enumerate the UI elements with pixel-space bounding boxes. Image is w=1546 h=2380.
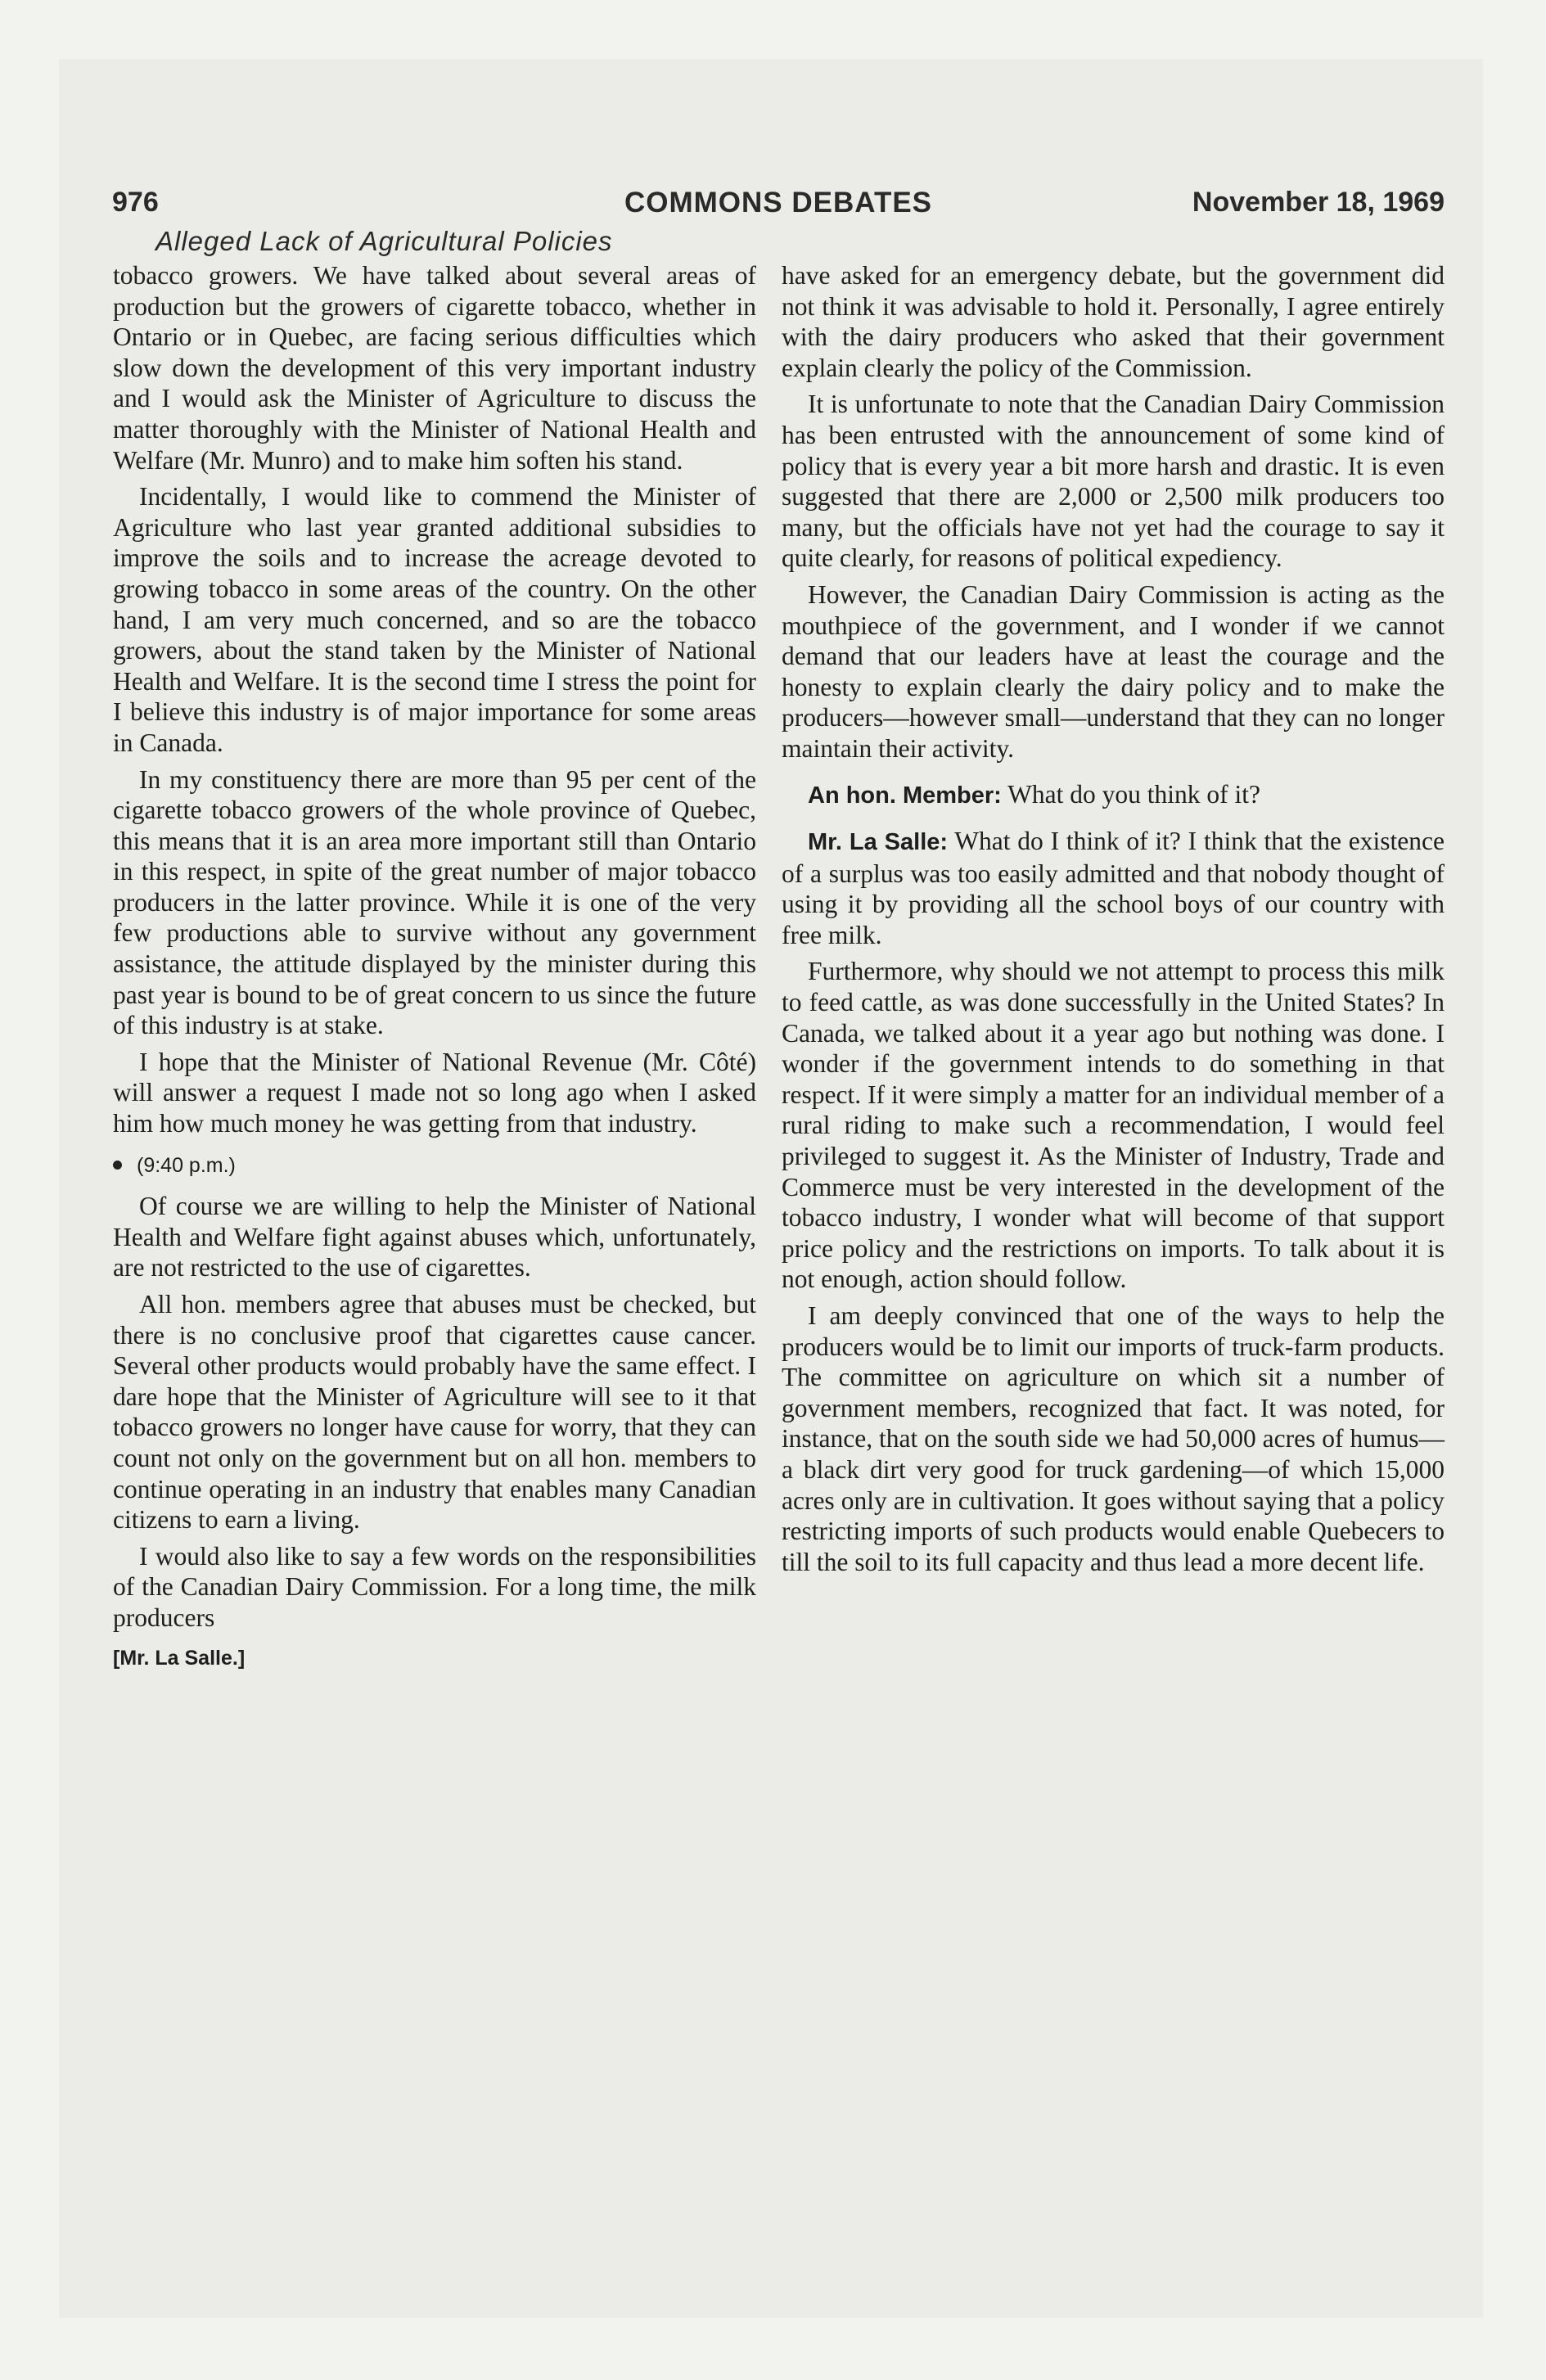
speaker-name: Mr. La Salle: [808,829,949,856]
paragraph: have asked for an emergency debate, but the government did not think it was advisable to hold it. Personally, I agree entirely with the dairy producers who asked that their government explain clearly the policy of the Commission. [782,261,1445,382]
paragraph: Furthermore, why should we not attempt to process this milk to feed cattle, as was done successfully in the United States? In Canada, we talked about it a year ago but nothing was done. I wonder if the government intends to do something in that respect. If it were simply a matter for an individual member of a rural riding to make such a recommendation, I would feel privileged to suggest it. As the Minister of Industry, Trade and Commerce must be very interested in the development of the tobacco industry, I wonder what will become of that support price policy and the restrictions on imports. To talk about it is not enough, action should follow. [782,957,1445,1294]
speech [782,826,1445,950]
page-date: November 18, 1969 [1192,187,1445,218]
speech-text: What do I think of it? I think that the existence of a surplus was too easily admitted and that nobody thought of using it by providing all the school boys of our country with free milk. [782,827,1445,949]
right-column [782,260,1445,1583]
paragraph: I am deeply convinced that one of the ways to help the producers would be to limit our imports of truck-farm products. The committee on agriculture on which sit a number of government members, recognized that fact. It was noted, for instance, that on the south side we had 50,000 acres of humus—a black dirt very good for truck gardening—of which 15,000 acres only are in cultivation. It goes without saying that a policy restricting imports of such products would enable Quebecers to till the soil to its full capacity and thus lead a more decent life. [782,1301,1445,1576]
left-column [113,260,756,1674]
publication-title: COMMONS DEBATES [624,187,933,219]
paragraph: tobacco growers. We have talked about several areas of production but the growers of cigarette tobacco, whether in Ontario or in Quebec, are facing serious difficulties which slow down the development of this very important industry and I would ask the Minister of Agriculture to discuss the matter thoroughly with the Minister of National Health and Welfare (Mr. Munro) and to make him soften his stand. [113,261,756,475]
page-number: 976 [112,187,159,218]
time-marker-text: (9:40 p.m.) [137,1153,236,1177]
paragraph: All hon. members agree that abuses must be checked, but there is no conclusive proof that cigarettes cause cancer. Several other products would probably have the same effect. I dare hope that the Minister of Agriculture will see to it that tobacco growers no longer have cause for worry, that they can count not only on the government but on all hon. members to continue operating in an industry that enables many Canadian citizens to earn a living. [113,1290,756,1535]
section-subtitle: Alleged Lack of Agricultural Policies [156,226,613,256]
paragraph: I would also like to say a few words on the responsibilities of the Canadian Dairy Commission. For a long time, the milk producers [113,1541,756,1632]
paragraph: However, the Canadian Dairy Commission is acting as the mouthpiece of the government, and I wonder if we cannot demand that our leaders have at least the courage and the honesty to explain clearly the dairy policy and to make the producers—however small—understand that they can no longer maintain their activity. [782,579,1445,763]
speaker-footer: [Mr. La Salle.] [113,1646,246,1670]
bullet-icon [113,1161,122,1170]
interjection [782,779,1445,812]
paragraph: In my constituency there are more than 95 per cent of the cigarette tobacco growers of the whole province of Quebec, this means that it is an area more important still than Ontario in this respect, in spite of the great number of major tobacco producers in the latter province. While it is one of the very few productions able to survive without any government assistance, the attitude displayed by the minister during this past year is bound to be of great concern to us since the future of this industry is at stake. [113,764,756,1040]
paragraph: I hope that the Minister of National Revenue (Mr. Côté) will answer a request I made not so long ago when I asked him how much money he was getting from that industry. [113,1047,756,1138]
paragraph: Incidentally, I would like to commend the Minister of Agriculture who last year granted additional subsidies to improve the soils and to increase the acreage devoted to growing tobacco in some areas of the country. On the other hand, I am very much concerned, and so are the tobacco growers, about the stand taken by the Minister of National Health and Welfare. It is the second time I stress the point for I believe this industry is of major importance for some areas in Canada. [113,482,756,757]
speaker-name: An hon. Member: [808,782,1002,809]
paragraph: Of course we are willing to help the Minister of National Health and Welfare fight against abuses which, unfortunately, are not restricted to the use of cigarettes. [113,1192,756,1282]
page-header [112,187,1445,228]
time-marker [113,1151,756,1182]
paragraph: It is unfortunate to note that the Canadian Dairy Commission has been entrusted with the announcement of some kind of policy that is every year a bit more harsh and drastic. It is even suggested that there are 2,000 or 2,500 milk producers too many, but the officials have not yet had the courage to say it quite clearly, for reasons of political expediency. [782,390,1445,573]
interjection-text: What do you think of it? [1007,779,1260,809]
